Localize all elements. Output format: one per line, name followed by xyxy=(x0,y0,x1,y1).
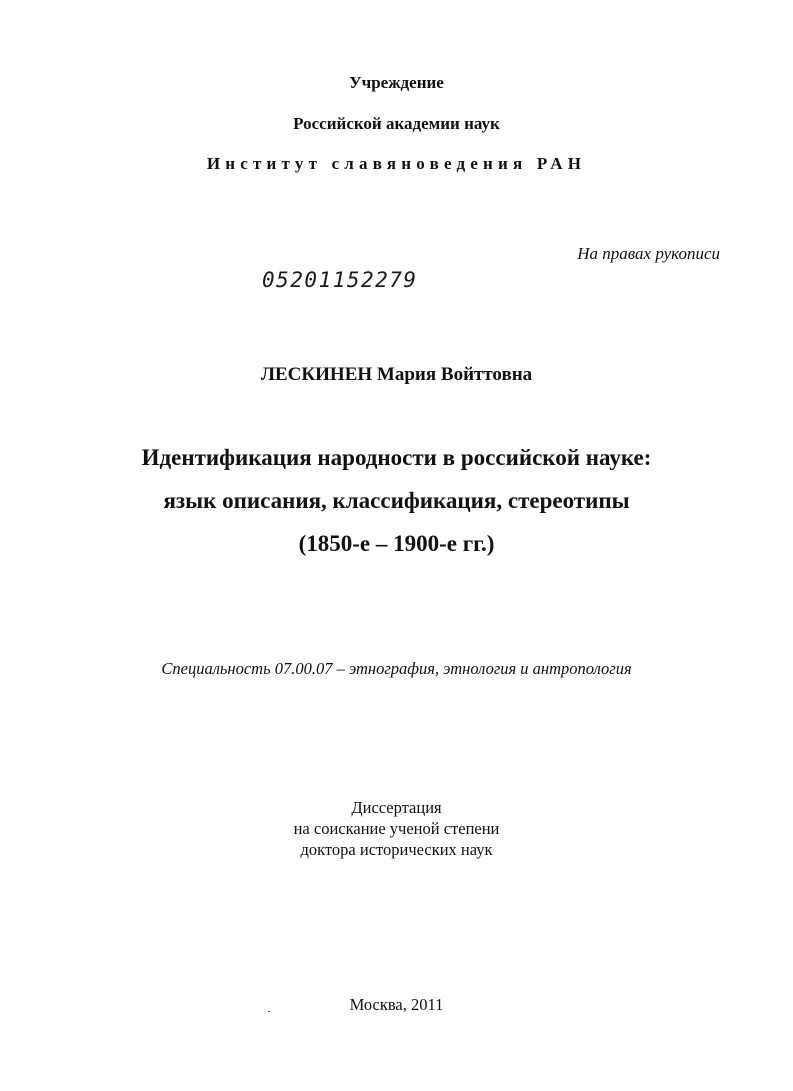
institute-name: Институт славяноведения РАН xyxy=(206,154,587,173)
institution-type: Учреждение xyxy=(349,73,444,92)
thesis-title-line-3: (1850-е – 1900-е гг.) xyxy=(298,531,495,556)
academy-name: Российской академии наук xyxy=(293,114,500,133)
registration-stamp-number: 05201152279 xyxy=(262,268,418,292)
manuscript-rights-note: На правах рукописи xyxy=(577,244,720,263)
dissertation-line-3: доктора исторических наук xyxy=(300,840,493,859)
specialty-line: Специальность 07.00.07 – этнография, этнология и антропология xyxy=(161,659,632,678)
thesis-title-line-2: язык описания, классификация, стереотипы xyxy=(163,488,630,513)
dissertation-line-2: на соискание ученой степени xyxy=(293,819,500,838)
author-name: ЛЕСКИНЕН Мария Войттовна xyxy=(260,364,533,385)
dissertation-line-1: Диссертация xyxy=(351,798,442,817)
city-year: Москва, 2011 xyxy=(349,995,444,1014)
dissertation-block xyxy=(0,797,793,860)
thesis-title-line-1: Идентификация народности в российской науке: xyxy=(141,445,652,470)
